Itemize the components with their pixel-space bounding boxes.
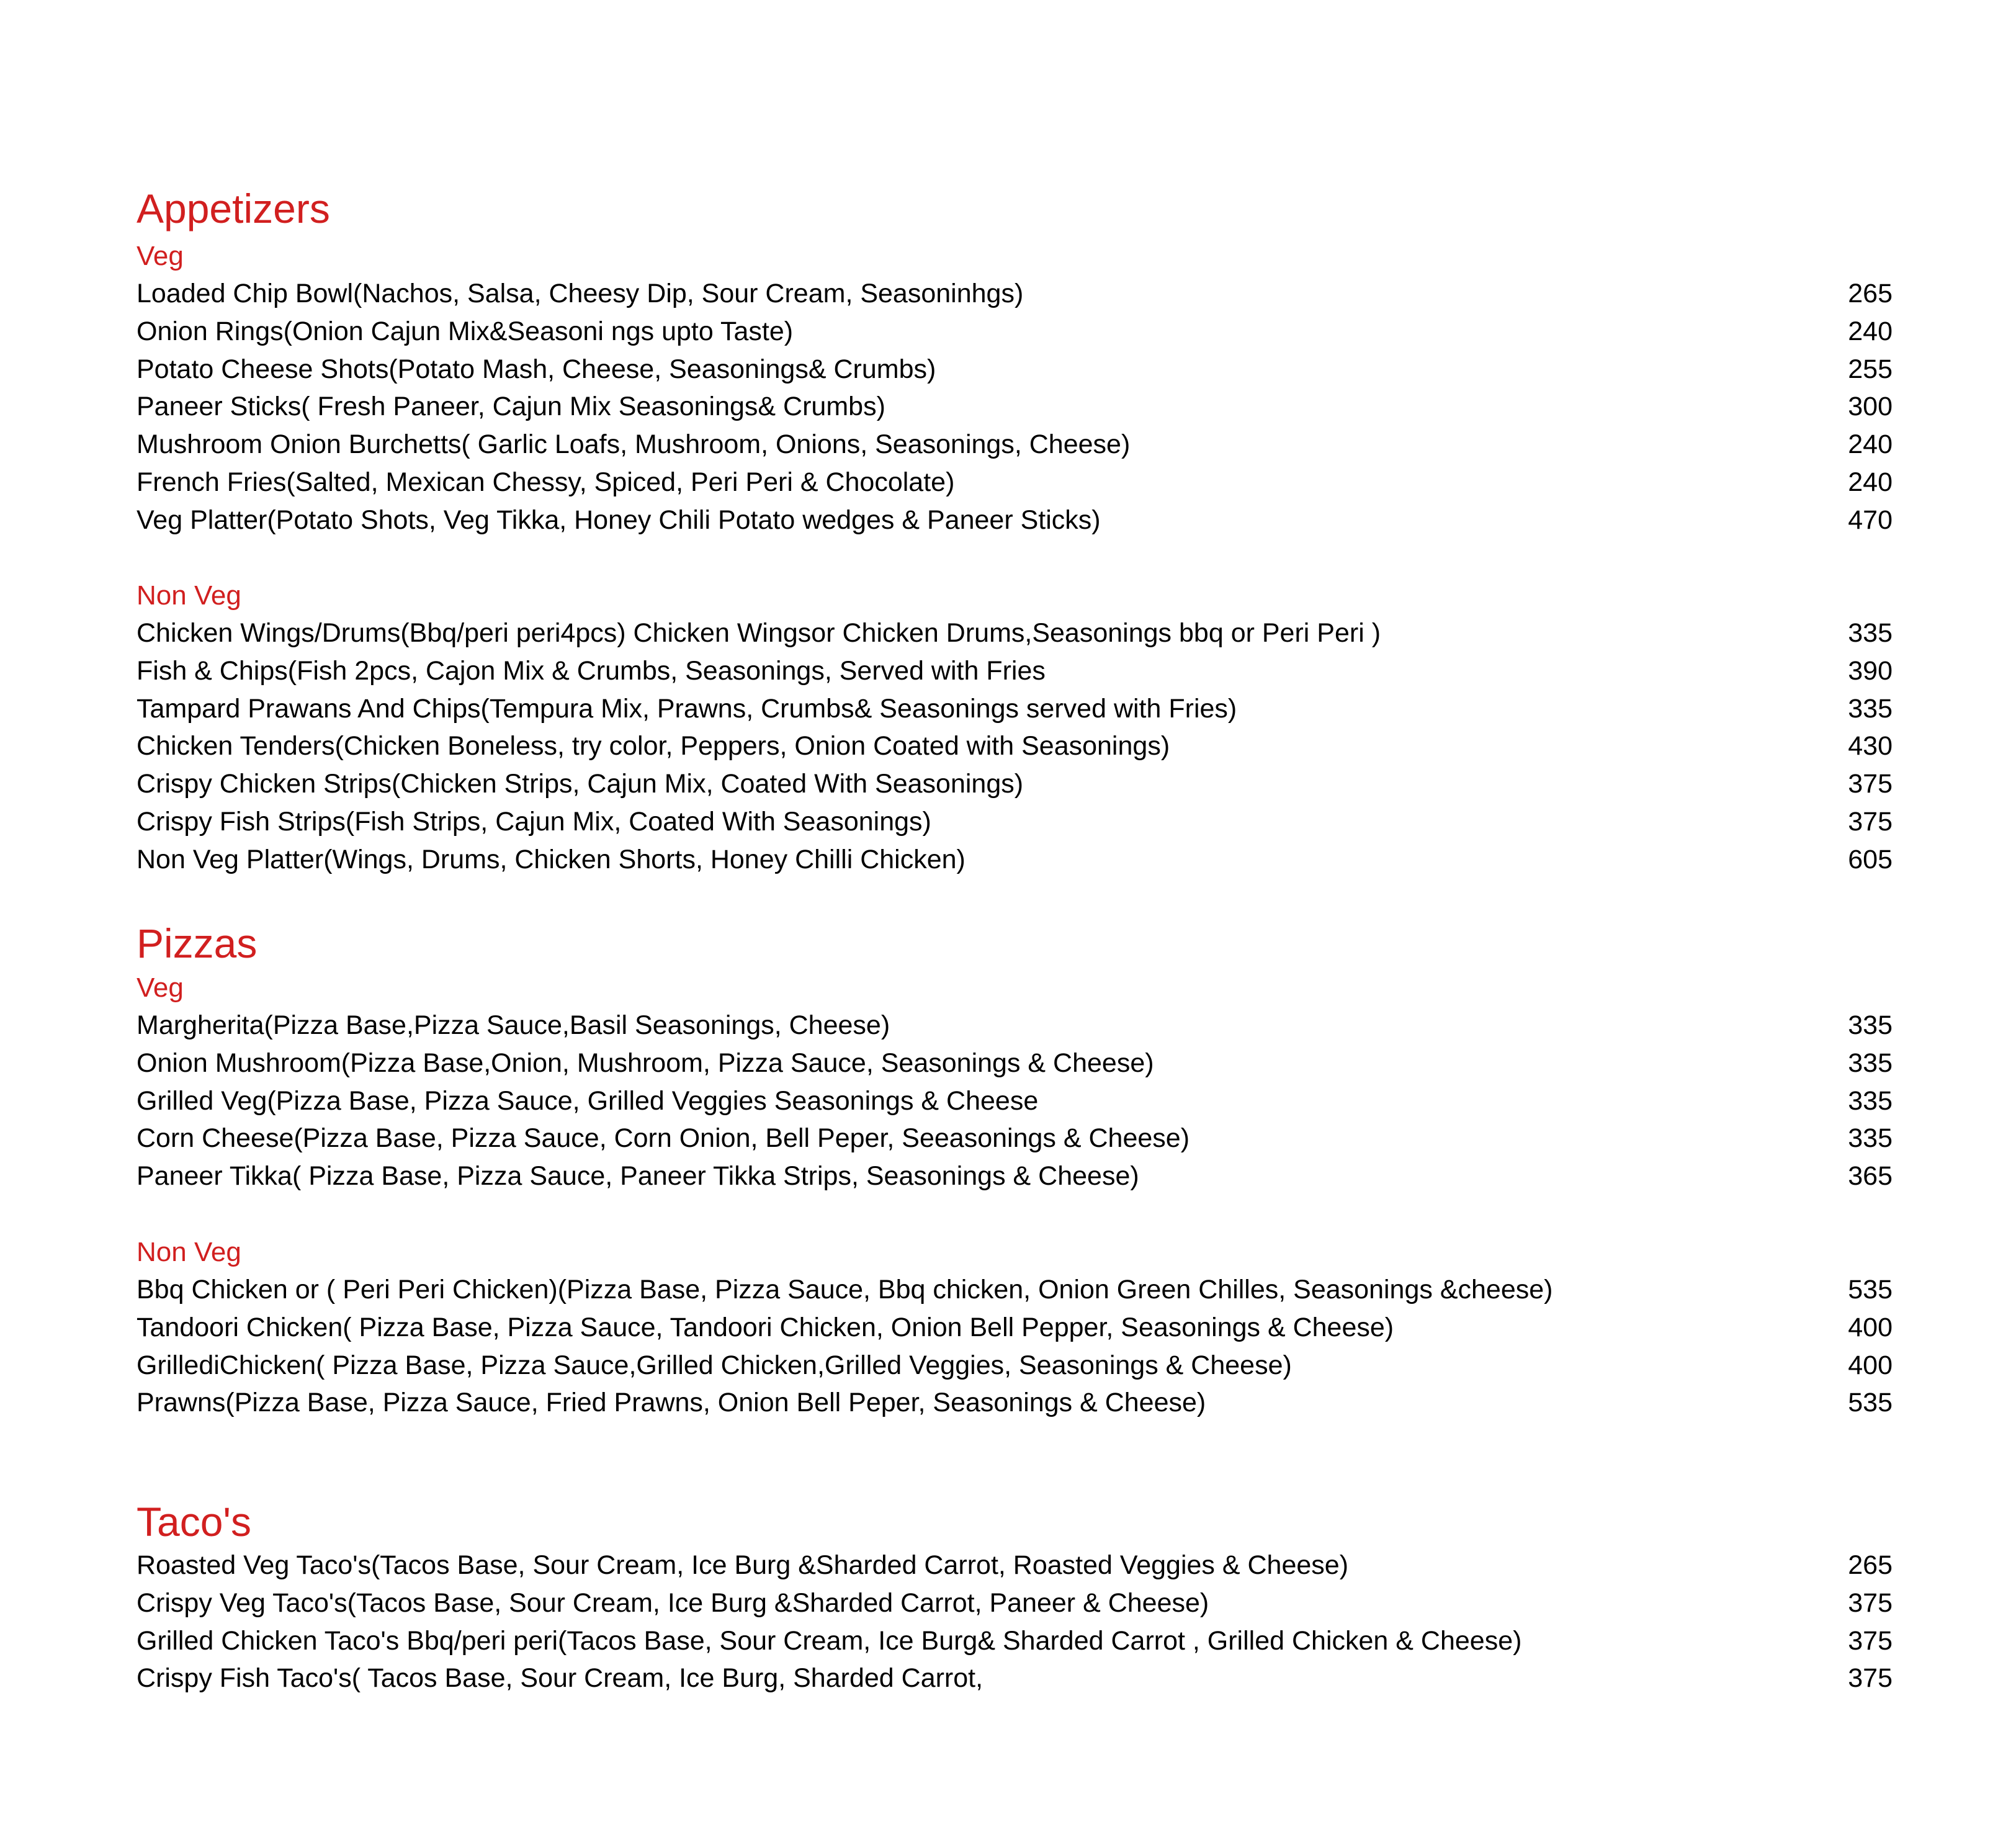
menu-item [137,1120,1893,1157]
menu-item [137,351,1893,388]
menu-item [137,1622,1893,1660]
menu-item-name: Veg Platter(Potato Shots, Veg Tikka, Honey Chili Potato wedges & Paneer Sticks) [137,505,1101,535]
menu-item [137,1044,1893,1082]
menu-item [137,313,1893,351]
tacos-section [137,1497,1893,1697]
menu-item-price: 335 [1848,618,1893,648]
menu-item [137,1547,1893,1584]
menu-item-name: Mushroom Onion Burchetts( Garlic Loafs, Mushroom, Onions, Seasonings, Cheese) [137,429,1131,460]
menu-item-price: 265 [1848,1550,1893,1580]
menu-item-name: Crispy Chicken Strips(Chicken Strips, Cajun Mix, Coated With Seasonings) [137,769,1024,799]
menu-item-name: French Fries(Salted, Mexican Chessy, Spiced, Peri Peri & Chocolate) [137,467,955,497]
menu-item [137,1584,1893,1622]
menu-item-price: 335 [1848,1123,1893,1154]
menu-item-price: 375 [1848,1587,1893,1618]
menu-item [137,1309,1893,1347]
appetizers-veg-list [137,275,1893,539]
menu-item-name: Crispy Veg Taco's(Tacos Base, Sour Cream, Ice Burg &Sharded Carrot, Paneer & Cheese) [137,1587,1209,1618]
menu-item [137,1157,1893,1195]
menu-item-name: Chicken Tenders(Chicken Boneless, try color, Peppers, Onion Coated with Seasonings) [137,731,1170,761]
menu-item [137,275,1893,313]
menu-item-name: Prawns(Pizza Base, Pizza Sauce, Fried Prawns, Onion Bell Peper, Seasonings & Cheese) [137,1388,1206,1418]
menu-item-name: Grilled Chicken Taco's Bbq/peri peri(Tacos Base, Sour Cream, Ice Burg& Sharded Carrot , Grilled Chicken & Cheese) [137,1625,1522,1656]
menu-item [137,765,1893,803]
menu-item-price: 335 [1848,693,1893,724]
menu-item-name: Margherita(Pizza Base,Pizza Sauce,Basil Seasonings, Cheese) [137,1010,890,1040]
menu-item-price: 375 [1848,769,1893,799]
pizzas-section [137,918,1893,968]
menu-item [137,841,1893,879]
tacos-list [137,1547,1893,1697]
menu-item-name: Chicken Wings/Drums(Bbq/peri peri4pcs) Chicken Wingsor Chicken Drums,Seasonings bbq or Peri Peri ) [137,618,1381,648]
menu-item-price: 265 [1848,279,1893,308]
menu-item-name: Paneer Tikka( Pizza Base, Pizza Sauce, Paneer Tikka Strips, Seasonings & Cheese) [137,1161,1139,1192]
menu-item-name: Onion Mushroom(Pizza Base,Onion, Mushroom, Pizza Sauce, Seasonings & Cheese) [137,1048,1154,1078]
menu-item-name: Tampard Prawans And Chips(Tempura Mix, Prawns, Crumbs& Seasonings served with Fries) [137,693,1237,724]
menu-item-price: 390 [1848,655,1893,686]
menu-item-name: Roasted Veg Taco's(Tacos Base, Sour Cream, Ice Burg &Sharded Carrot, Roasted Veggies & Cheese) [137,1550,1349,1580]
menu-item-price: 470 [1848,505,1893,535]
menu-item-price: 300 [1848,392,1893,422]
menu-item-price: 255 [1848,354,1893,384]
menu-item [137,803,1893,841]
menu-item [137,727,1893,765]
menu-item-price: 375 [1848,806,1893,837]
menu-item [137,690,1893,728]
pizzas-nonveg-list [137,1271,1893,1422]
menu-item-price: 335 [1848,1010,1893,1040]
menu-item-price: 375 [1848,1625,1893,1656]
pizzas-veg-label: Veg [137,972,184,1003]
menu-item [137,652,1893,690]
pizzas-veg-list [137,1007,1893,1195]
menu-item-price: 605 [1848,844,1893,874]
menu-item [137,388,1893,426]
menu-item [137,501,1893,539]
menu-item [137,1384,1893,1422]
menu-item-name: Paneer Sticks( Fresh Paneer, Cajun Mix Seasonings& Crumbs) [137,392,885,422]
menu-item-name: Loaded Chip Bowl(Nachos, Salsa, Cheesy Dip, Sour Cream, Seasoninhgs) [137,279,1024,308]
pizzas-veg-group [137,969,1893,1195]
menu-item-price: 240 [1848,429,1893,460]
menu-item-name: Crispy Fish Strips(Fish Strips, Cajun Mix, Coated With Seasonings) [137,806,931,837]
menu-item-price: 240 [1848,467,1893,497]
menu-item-price: 335 [1848,1085,1893,1116]
appetizers-nonveg-list [137,614,1893,879]
menu-item [137,1271,1893,1309]
appetizers-veg-label: Veg [137,241,184,271]
appetizers-nonveg-label: Non Veg [137,580,241,611]
tacos-title: Taco's [137,1499,252,1545]
menu-item [137,464,1893,501]
menu-item-name: Tandoori Chicken( Pizza Base, Pizza Sauce, Tandoori Chicken, Onion Bell Pepper, Seasonings & Cheese) [137,1312,1394,1342]
menu-item-price: 335 [1848,1048,1893,1078]
menu-item-price: 535 [1848,1275,1893,1304]
menu-item [137,1007,1893,1044]
menu-item-price: 535 [1848,1388,1893,1418]
appetizers-section [137,184,1893,233]
pizzas-title: Pizzas [137,920,258,966]
menu-item-name: Fish & Chips(Fish 2pcs, Cajon Mix & Crumbs, Seasonings, Served with Fries [137,655,1046,686]
appetizers-veg-group [137,238,1893,539]
menu-item [137,1347,1893,1385]
menu-item [137,426,1893,464]
menu-item [137,1659,1893,1697]
menu-item-name: Potato Cheese Shots(Potato Mash, Cheese, Seasonings& Crumbs) [137,354,936,384]
menu-item-name: Onion Rings(Onion Cajun Mix&Seasoni ngs upto Taste) [137,316,794,346]
menu-item-name: Corn Cheese(Pizza Base, Pizza Sauce, Corn Onion, Bell Peper, Seeasonings & Cheese) [137,1123,1190,1154]
menu-item-price: 365 [1848,1161,1893,1192]
menu-item-price: 375 [1848,1663,1893,1694]
menu-item-name: Bbq Chicken or ( Peri Peri Chicken)(Pizza Base, Pizza Sauce, Bbq chicken, Onion Green Chilles, Seasonings &cheese) [137,1275,1553,1304]
menu-item-name: GrillediChicken( Pizza Base, Pizza Sauce,Grilled Chicken,Grilled Veggies, Seasonings & Cheese) [137,1350,1292,1380]
menu-item-price: 240 [1848,316,1893,346]
menu-item-price: 430 [1848,731,1893,761]
appetizers-title: Appetizers [137,186,330,231]
menu-item-name: Non Veg Platter(Wings, Drums, Chicken Shorts, Honey Chilli Chicken) [137,844,965,874]
menu-item [137,1082,1893,1120]
menu-item [137,614,1893,652]
menu-item-price: 400 [1848,1312,1893,1342]
pizzas-nonveg-label: Non Veg [137,1237,241,1267]
pizzas-nonveg-group [137,1234,1893,1422]
menu-item-name: Crispy Fish Taco's( Tacos Base, Sour Cream, Ice Burg, Sharded Carrot, [137,1663,983,1694]
menu-item-price: 400 [1848,1350,1893,1380]
menu-item-name: Grilled Veg(Pizza Base, Pizza Sauce, Grilled Veggies Seasonings & Cheese [137,1085,1039,1116]
appetizers-nonveg-group [137,577,1893,879]
